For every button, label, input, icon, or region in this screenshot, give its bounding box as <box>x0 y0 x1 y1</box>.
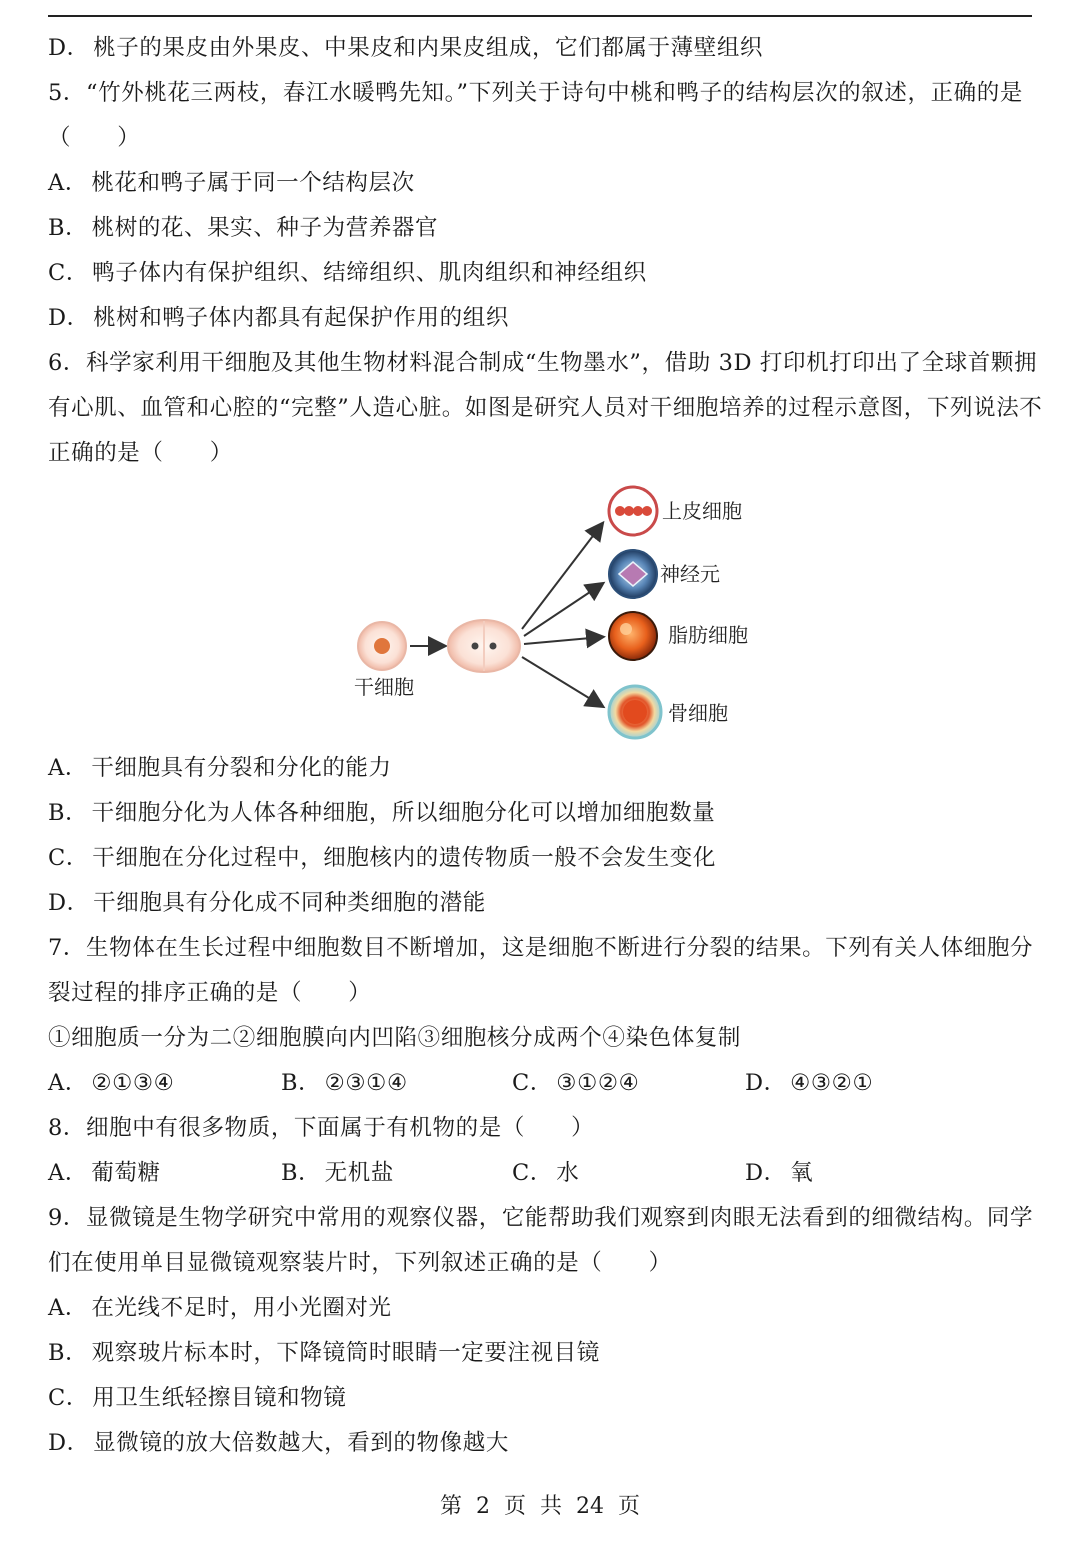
q7-steps: ①细胞质一分为二②细胞膜向内凹陷③细胞核分成两个④染色体复制 <box>48 1025 742 1051</box>
q8-option-d: D． 氧 <box>745 1160 814 1186</box>
q6-option-b: B． 干细胞分化为人体各种细胞，所以细胞分化可以增加细胞数量 <box>48 800 716 826</box>
arrow-bone <box>522 657 602 706</box>
fat-cell-icon <box>609 612 657 660</box>
q9-stem-line2: 们在使用单目显微镜观察装片时，下列叙述正确的是（ ） <box>48 1250 672 1276</box>
stem-cell-differentiation-figure <box>340 484 780 746</box>
stem-cell-icon <box>358 622 406 670</box>
q6-stem-line3: 正确的是（ ） <box>48 440 233 466</box>
q8-option-c: C． 水 <box>512 1160 580 1186</box>
bone-cell-label: 骨细胞 <box>668 701 728 725</box>
neuron-icon <box>609 550 657 598</box>
page-footer: 第 2 页 共 24 页 <box>440 1494 640 1519</box>
q6-option-a: A． 干细胞具有分裂和分化的能力 <box>48 755 392 781</box>
q9-option-a: A． 在光线不足时，用小光圈对光 <box>48 1295 392 1321</box>
q8-option-b: B． 无机盐 <box>281 1160 394 1186</box>
fat-cell-label: 脂肪细胞 <box>668 623 748 647</box>
arrow-epithelial <box>522 524 602 629</box>
arrow-fat <box>524 637 602 644</box>
top-rule <box>48 15 1032 17</box>
bone-cell-icon <box>609 686 661 738</box>
epithelial-cell-icon <box>609 487 657 535</box>
neuron-label: 神经元 <box>660 562 720 586</box>
q4-option-d: D． 桃子的果皮由外果皮、中果皮和内果皮组成，它们都属于薄壁组织 <box>48 35 764 61</box>
epithelial-cell-label: 上皮细胞 <box>662 499 742 523</box>
q8-stem: 8．细胞中有很多物质，下面属于有机物的是（ ） <box>48 1115 595 1141</box>
q9-option-d: D． 显微镜的放大倍数越大，看到的物像越大 <box>48 1430 509 1456</box>
q7-option-d: D． ④③②① <box>745 1070 874 1096</box>
q7-stem-line1: 7．生物体在生长过程中细胞数目不断增加，这是细胞不断进行分裂的结果。下列有关人体细胞分 <box>48 935 1034 961</box>
q6-option-d: D． 干细胞具有分化成不同种类细胞的潜能 <box>48 890 486 916</box>
q5-option-d: D． 桃树和鸭子体内都具有起保护作用的组织 <box>48 305 509 331</box>
q9-stem-line1: 9．显微镜是生物学研究中常用的观察仪器，它能帮助我们观察到肉眼无法看到的细微结构。同学 <box>48 1205 1034 1231</box>
q6-stem-line2: 有心肌、血管和心腔的“完整”人造心脏。如图是研究人员对干细胞培养的过程示意图，下列说法不 <box>48 395 1043 421</box>
q6-option-c: C． 干细胞在分化过程中，细胞核内的遗传物质一般不会发生变化 <box>48 845 716 871</box>
q9-option-c: C． 用卫生纸轻擦目镜和物镜 <box>48 1385 347 1411</box>
q9-option-b: B． 观察玻片标本时，下降镜筒时眼睛一定要注视目镜 <box>48 1340 600 1366</box>
q5-stem-line1: 5．“竹外桃花三两枝，春江水暖鸭先知。”下列关于诗句中桃和鸭子的结构层次的叙述，正确的是 <box>48 80 1023 106</box>
q8-option-a: A． 葡萄糖 <box>48 1160 161 1186</box>
q7-option-b: B． ②③①④ <box>281 1070 408 1096</box>
q7-stem-line2: 裂过程的排序正确的是（ ） <box>48 980 372 1006</box>
q5-option-a: A． 桃花和鸭子属于同一个结构层次 <box>48 170 415 196</box>
q6-stem-line1: 6．科学家利用干细胞及其他生物材料混合制成“生物墨水”，借助 3D 打印机打印出了全球首颗拥 <box>48 350 1038 376</box>
stem-cell-label: 干细胞 <box>354 675 414 699</box>
q7-option-a: A． ②①③④ <box>48 1070 175 1096</box>
q5-option-b: B． 桃树的花、果实、种子为营养器官 <box>48 215 439 241</box>
q5-stem-line2: （ ） <box>48 125 141 151</box>
dividing-cell-icon <box>448 620 520 672</box>
q5-option-c: C． 鸭子体内有保护组织、结缔组织、肌肉组织和神经组织 <box>48 260 647 286</box>
q7-option-c: C． ③①②④ <box>512 1070 640 1096</box>
